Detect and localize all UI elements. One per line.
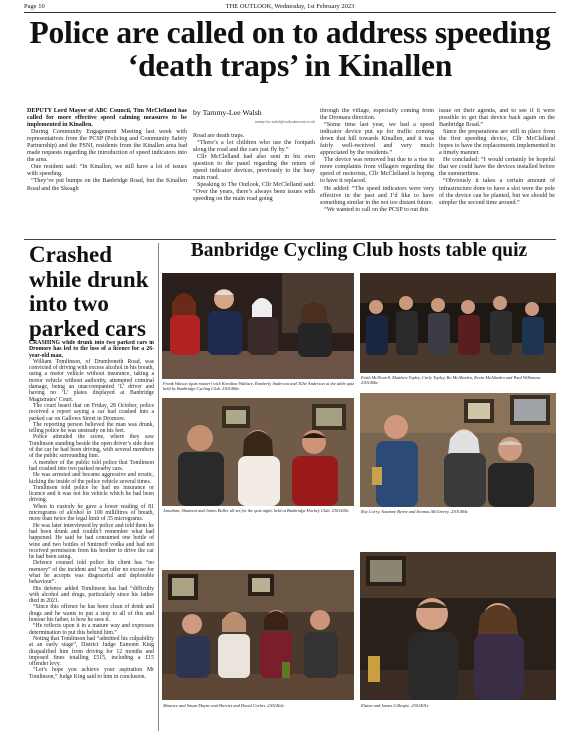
byline: by Tammy-Lee Walsh (193, 108, 262, 117)
main-headline: Police are called on to address speeding ‘death traps’ in Kinallen (29, 15, 551, 83)
story1-lead: DEPUTY Lord Mayor of ABC Council, Tim McClelland has called for more effective speed calming measures to be implemented in Kinallen. (27, 108, 187, 129)
page-number: Page 10 (24, 3, 45, 10)
photo-caption: Jonathan, Shannon and James Boller all set for the quiz night, held at Banbridge Hockey Club. 2301405c (163, 508, 349, 513)
photo-group-bar (360, 273, 556, 373)
column-rule (158, 243, 159, 731)
story1-paragraph: Road are death traps. (193, 133, 245, 139)
story1-column-2 (193, 133, 315, 236)
story2-paragraph: William Tomlinson, of Drumboneth Road, was convicted of driving with excess alcohol in his breath, using a motor vehicle without insurance, taking a motor vehicle without authority, attempted criminal damage, being an unaccompanied ‘L’ driver and having no ‘L’ plates displayed at Banbridge Magistrates’ Court. (29, 358, 154, 403)
story1-paragraph: He added: “The speed indicators were very effective in the past and I’d like to have something similar in the not too distant future. (320, 185, 434, 206)
photo-caption: Maurice and Susan Mayne and Harriet and David Corbet. 2301402c (163, 703, 285, 708)
story2-paragraph: The court heard that on Friday, 28 October, police received a report saying a car had crashed into a parked car on Gallows Street in Dromore. (29, 402, 154, 422)
photo-mayne-corbet (162, 570, 354, 700)
story2-paragraph: Noting that Tomlinson had “admitted his culpability at an early stage”, District Judge Eamonn King disqualified him from driving for 12 months and imposed fines totalling £515, including a £15 offender levy. (29, 635, 154, 668)
story1-paragraph: through the village, especially coming from the Dromara direction. (320, 108, 434, 122)
byline-email: tammy-lee.walsh@outlooknewsni.co.uk (254, 120, 315, 124)
story1-paragraph: “Obviously it takes a certain amount of infrastructure done to have a slot were the pole of the device can be planted, but we should be simpler the second time around.” (439, 178, 555, 206)
story1-paragraph: “We wanted to call on the PCSP to out this (324, 206, 429, 213)
story2-body (29, 340, 154, 732)
story2-paragraph: The reporting person believed the man was drunk, telling police he was unsteady on his feet. (29, 421, 154, 435)
photo-caption: Elaine and James Gillespie. 2301401c (361, 703, 429, 708)
photo-caption: Faith McDowell, Matthew Topley, Carly Topley, Bo McAlinden, Kevin McAlinden and Paul Wilkinson. 2301406c (361, 375, 542, 386)
masthead-date: THE OUTLOOK, Wednesday, 1st February 2023 (225, 3, 355, 10)
story1-column-3 (320, 108, 434, 236)
story1-paragraph: “There’s a lot children who use the footpath along the road and the cars just fly by.” (193, 140, 315, 154)
story2-paragraph: Tomlinson told police he had no insurance or licence and it was not his vehicle which he had been driving. (29, 484, 154, 504)
story2-lead: CRASHING while drunk into two parked cars in Dromore has led to the loss of a licence for a 26-year-old man. (29, 340, 154, 359)
page-folio (24, 3, 556, 13)
story2-paragraph: “Since this offence he has been clean of drink and drugs and he wants to put a stop to all of this and honour his father, is how he sees it. (29, 604, 154, 624)
story2-paragraph: “He reflects upon it in a mature way and expresses determination to put this behind him.” (29, 623, 154, 636)
photo-gillespie (360, 552, 556, 700)
photo-caption: Roy Corry, Suzanne Byrne and Seamus McGreevy. 2301404c (361, 509, 469, 514)
story2-paragraph: He was later interviewed by police and told them he had been drunk and couldn’t remember what had happened. He said he had consumed one bottle of wine and two bottles of Smirnoff vodka and had not received permission from his brother to drive the car he had been using. (29, 522, 154, 561)
story2-paragraph: He was arrested and became aggressive and erratic, kicking the inside of the police vehicle several times. (29, 472, 154, 485)
story2-paragraph: Police attended the scene, where they saw Tomlinson standing beside the open driver’s side door of the car he had been driving, with several members of the public surrounding him. (29, 434, 154, 460)
story1-column-4 (439, 108, 555, 236)
story1-paragraph: The device was removed but due to a rise in more complaints from villagers regarding the speed of motorists, Cllr McClelland is hoping to have it replaced. (320, 157, 434, 185)
story2-headline: Crashed while drunk into two parked cars (29, 242, 149, 341)
story2-paragraph: Defence counsel told police his client has “no memory” of the incident and “can offer no excuse for what he accepts was disgraceful and deplorable behaviour”. (29, 560, 154, 586)
photo-corry-byrne-mcgreevy (360, 393, 556, 507)
photo-boller-family (162, 398, 354, 506)
story2-paragraph: A member of the public told police that Tomlinson had crashed into two parked nearby cars. (29, 459, 154, 472)
story1-column-1 (27, 108, 187, 236)
story1-paragraph: Cllr McClelland had also sent in his own question to the panel regarding the return of speed indicator devices, previously to the busy main road. (193, 154, 315, 182)
story1-paragraph: Speaking to The Outlook, Cllr McClelland said: “Over the years, there’s always been issues with speeding on the main road going (193, 182, 315, 203)
photo-quiz-master-table (162, 273, 354, 379)
story1-paragraph: He concluded: “I would certainly be hopeful that we could have the devices installed before the summertime. (439, 157, 555, 178)
story1-paragraph: “They’ve put bumps on the Banbridge Road, but the Kinallen Road and the Skeagh (27, 178, 187, 192)
story1-paragraph: Since the preparations are still in place from the first speeding device, Cllr McClelland hopes to have the replacements implemented in a timely manner. (439, 129, 555, 157)
story3-headline: Banbridge Cycling Club hosts table quiz (190, 240, 528, 261)
story1-paragraph: During Community Engagement Meeting last week with representatives from the PCSP (Policing and Community Safety Partnership) and the PSNI, residents from the Kinallen area had made requests regarding the introduction of speed indicators into the area. (27, 129, 187, 164)
story2-paragraph: When in custody he gave a lower reading of 81 micrograms of alcohol in 100 millilitres of breath, more than twice the legal limit of 35 micrograms. (29, 503, 154, 523)
story1-paragraph: One resident said: “In Kinallen, we still have a lot of issues with speeding. (27, 164, 187, 178)
story1-paragraph: “Some time last year, we had a speed indicator device put up for traffic coming down that hill towards Kinallen, and it was fairly well-received and very much appreciated by the residents.” (320, 122, 434, 157)
story2-paragraph: “Let’s hope you achieve your aspiration Mr Tomlinson,” Judge King said to him in conclusion. (29, 667, 154, 680)
photo-caption: Frank Watson (quiz master) with Karalina Wallace, Kimberly Anderson and Tillie Anderson at the table quiz held by Banbridge Cycling Club. 2301406c (163, 381, 354, 392)
story2-paragraph: His defence added Tomlinson has had “difficulty with alcohol and drugs, particularly since his father died in 2021. (29, 585, 154, 605)
story1-paragraph: issue on their agenda, and to see if it were possible to get that device back again on the Banbridge Road.” (439, 108, 555, 129)
